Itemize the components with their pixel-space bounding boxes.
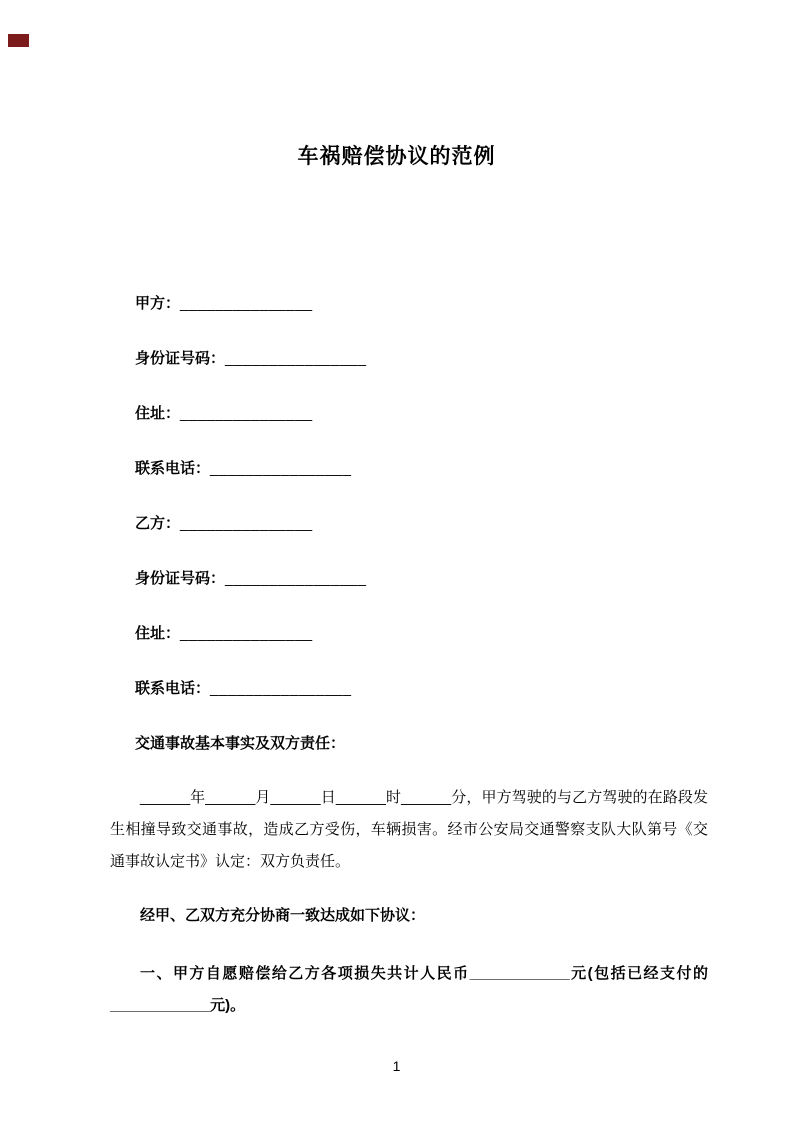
field-party-a-id-number	[135, 351, 708, 367]
field-party-a-address-label: 住址：	[135, 405, 181, 422]
field-party-b-phone-label: 联系电话：	[135, 680, 211, 697]
document-title: 车祸赔偿协议的范例	[297, 145, 496, 168]
field-party-b-blank: _______________	[180, 515, 313, 532]
field-party-a-address-blank: _______________	[180, 405, 313, 422]
field-party-b-id-number-label: 身份证号码：	[135, 570, 226, 587]
field-party-a	[135, 296, 708, 312]
field-party-a-address	[135, 406, 708, 422]
field-party-a-label: 甲方：	[135, 295, 181, 312]
field-party-a-id-number-label: 身份证号码：	[135, 350, 226, 367]
section-title-facts-and-liability: 交通事故基本事实及双方责任：	[135, 735, 346, 752]
field-party-a-phone-blank: ________________	[210, 460, 352, 477]
party-info-fields	[135, 296, 708, 697]
field-party-a-blank: _______________	[180, 295, 313, 312]
document-body	[110, 296, 708, 1022]
field-party-a-phone	[135, 461, 708, 477]
field-party-b-id-number	[135, 571, 708, 587]
field-party-b	[135, 516, 708, 532]
field-party-b-address	[135, 626, 708, 642]
field-party-b-address-blank: _______________	[180, 625, 313, 642]
field-party-a-phone-label: 联系电话：	[135, 460, 211, 477]
corner-mark	[8, 34, 29, 47]
accident-facts-paragraph: ______年______月______日______时______分，甲方驾驶的与乙方驾驶的在路段发生相撞导致交通事故，造成乙方受伤，车辆损害。经市公安局交通警察支队大队第号《交通事故认定书》认定：双方负责任。	[110, 789, 708, 870]
field-party-b-label: 乙方：	[135, 515, 181, 532]
agreement-intro-paragraph: 经甲、乙双方充分协商一致达成如下协议：	[140, 907, 426, 924]
field-party-b-phone	[135, 681, 708, 697]
field-party-a-id-number-blank: ________________	[225, 350, 367, 367]
field-party-b-id-number-blank: ________________	[225, 570, 367, 587]
field-party-b-phone-blank: ________________	[210, 680, 352, 697]
page-number: 1	[392, 1058, 401, 1074]
field-party-b-address-label: 住址：	[135, 625, 181, 642]
clause-one-paragraph: 一、甲方自愿赔偿给乙方各项损失共计人民币____________元(包括已经支付的____________元)。	[110, 965, 708, 1014]
